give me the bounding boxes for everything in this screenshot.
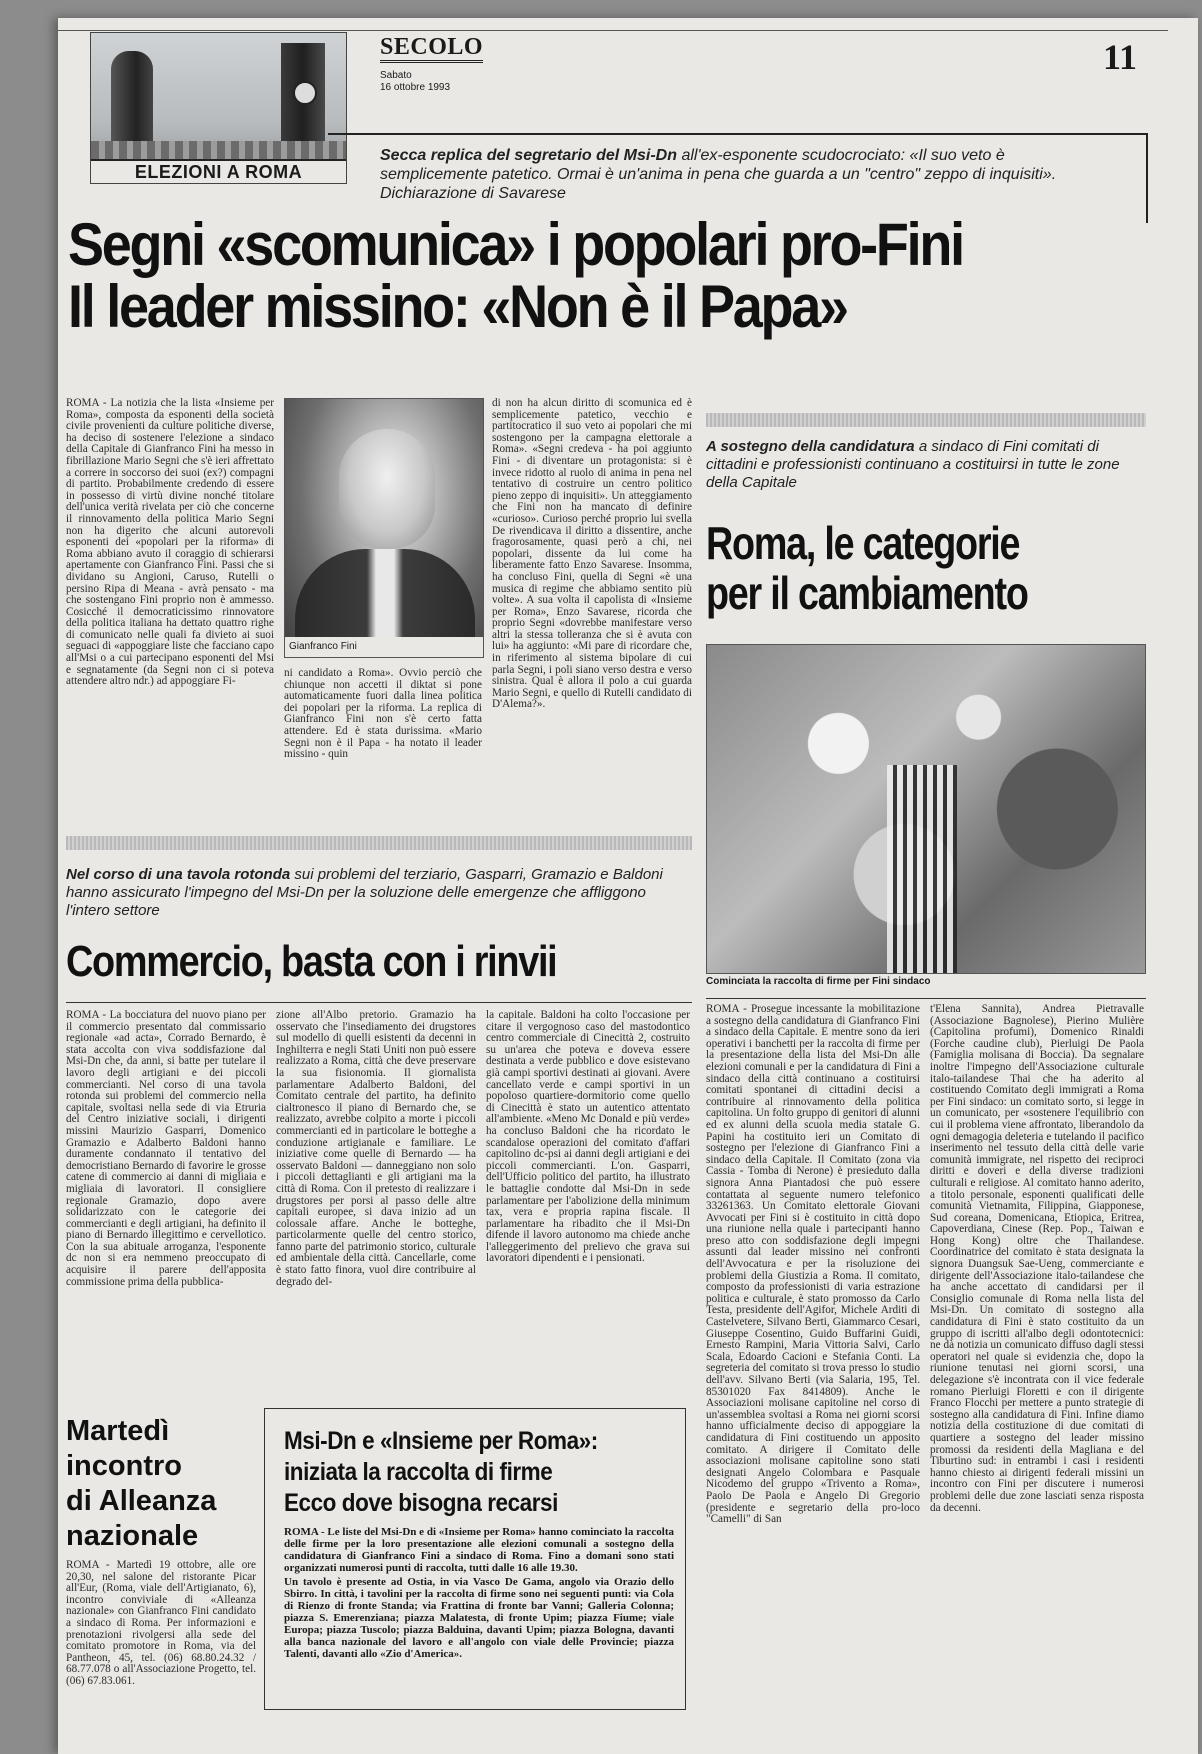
- story2-headline-line1: Roma, le categorie: [706, 517, 1020, 569]
- story3-column-2: zione all'Albo pretorio. Gramazio ha osservato che l'insediamento dei drugstores sul modello di quelli esistenti da decenni in Inghilterra e negli Stati Uniti non può essere realizzato a Roma, città che deve preservare la sua fisionomia. Il giornalista parlamentare Adalberto Baldoni, del Comitato centrale del partito, ha definito cialtronesco il piano di Bernardo che, se realizzato, avrebbe colpito a morte i piccoli commercianti ed in particolare le botteghe a conduzione artigianale e familiare. Le iniziative come quelle di Bernardo — ha osservato Baldoni — danneggiano non solo i piccoli dettaglianti e gli artigiani ma la città di Roma. Con il pretesto di realizzare i drugstores per porsi al passo delle altre capitali europee, si dava inizio ad un colossale affare. Anche le botteghe, particolarmente quelle del centro storico, fanno parte del patrimonio storico, culturale ed ambientale della città. Cancellarle, come è stato fatto finora, vuol dire contribuire al degrado del-: [276, 1010, 476, 1288]
- story2-column-2: t'Elena Sannita), Andrea Pietravalle (Associazione Bagnolese), Pierino Mulière (Capitolina profumi), Domenico Rinaldi (Forche caudine club), Pierluigi De Paola (Famiglia molisana di Boccia). Da segnalare inoltre l'impegno dell'Associazione culturale italo-tailandese Thai che ha aderito al costituendo Comitato degli immigrati a Roma per Fini sindaco: un comitato sorto, si legge in un comunicato, per «sostenere l'equilibrio con cui il problema viene affrontato, liberandolo da ogni demagogia deleteria e tutelando il pacifico inserimento nel tessuto della città delle varie comunità immigrate, nel rispetto dei reciproci diritti e doveri e della diverse tradizioni culturali e religiose. Al comitato hanno aderito, a titolo personale, esponenti qualificati delle comunità Vietnamita, Filippina, Giapponese, Sud coreana, Domenicana, Etiopica, Eritrea, Capoverdiana, Cinese (Rep. Pop., Taiwan e Hong Kong) oltre che Thailandese. Coordinatrice del comitato è stata designata la signora Duangsuk Sae-Ueng, commerciante e dirigente dell'Associazione italo-tailandese che ha anche accettato di candidarsi per il Consiglio comunale di Roma nella lista del Msi-Dn. Un comitato di sostegno alla candidatura di Fini è stato costituito da un gruppo di iscritti all'albo degli odontotecnici: ne dà notizia un comunicato diffuso dagli stessi operatori nel quale si evidenzia che, dopo la riunione tenutasi nei giorni scorsi, una delegazione s'è incontrata con il vice federale romano Pierluigi Floretti e con il dirigente Franco Flocchi per mettere a punto strategie di sostegno alla candidatura di Fini. Infine diamo notizia della costituzione di due comitati di quartiere a sostegno del leader missino promossi da residenti della Magliana e del Tiburtino sud: in entrambi i casi i residenti hanno chiesto ai dirigenti federali missini un incontro con Fini per discutere i numerosi problemi delle due zone lasciati senza risposta da decenni.: [930, 1004, 1144, 1514]
- story4-body: ROMA - Martedì 19 ottobre, alle ore 20,30, nel salone del ristorante Picar all'Eur, (Roma, viale dell'Artigianato, 6), incontro conviviale di «Alleanza nazionale» con Gianfranco Fini candidato a sindaco di Roma. Per informazioni e prenotazioni rivolgersi alla sede del comitato promotore in Roma, via del Pantheon, 45, tel. (06) 68.80.24.32 / 68.77.078 o all'Associazione Progetto, tel. (06) 67.83.061.: [66, 1560, 256, 1687]
- story1-column-2: ni candidato a Roma». Ovvio perciò che chiunque non accetti il diktat si pone automaticamente fuori dalla linea politica dei popolari per la riforma. La replica di Gianfranco Fini non s'è certo fatta attendere. Ed è stata durissima. «Mario Segni non è il Papa - ha notato il leader missino - quin: [284, 668, 482, 761]
- fini-photo: [284, 398, 484, 658]
- story3-bar: [66, 836, 692, 850]
- section-label: ELEZIONI A ROMA: [91, 159, 346, 183]
- story1-kicker-rest: all'ex-esponente scudocrociato: «Il suo veto è semplicemente patetico. Ormai è un'anima in pena che guarda a un "centro" zeppo di inquisiti». Dichiarazione di Savarese: [380, 147, 1057, 202]
- story3-kicker-rest: sui problemi del terziario, Gasparri, Gramazio e Baldoni hanno assicurato l'impegno del Msi-Dn per la soluzione delle emergenze che affliggono l'intero settore: [66, 866, 663, 919]
- fini-photo-caption: Gianfranco Fini: [285, 637, 484, 657]
- kicker-box-top: [328, 133, 1148, 135]
- issue-day: Sabato: [380, 70, 412, 81]
- kicker-box-side: [1146, 133, 1148, 223]
- story2-kicker-rest: a sindaco di Fini comitati di cittadini e professionisti continuano a costituirsi in tutte le zone della Capitale: [706, 438, 1120, 491]
- section-photo: [90, 32, 347, 184]
- story2-kicker: [706, 438, 1146, 492]
- story3-rule: [66, 1002, 692, 1003]
- story3-column-1: ROMA - La bocciatura del nuovo piano per il commercio presentato dal commissario regionale «ad acta», Corrado Bernardo, è stata accolta con viva soddisfazione dal Msi-Dn che, da anni, si batte per tutelare il lavoro degli artigiani e dei piccoli commercianti. Nel corso di una tavola rotonda sui problemi del commercio nella capitale, svoltasi nella sede di via Etruria del Centro iniziative sociali, i dirigenti missini Maurizio Gasparri, Domenico Gramazio e Adalberto Baldoni hanno duramente condannato il tentativo del democristiano Bernardo di favorire le grosse catene di commercio ai danni di migliaia e migliaia di lavoratori. Il consigliere regionale Gramazio, dopo avere solidarizzato con le categorie dei commercianti e degli artigiani, ha definito il piano di Bernardo illegittimo e cervellotico. Con la sua abituale arroganza, l'esponente dc non si era nemmeno preoccupato di acquisire il parere dell'apposita commissione prima della pubblica-: [66, 1010, 266, 1288]
- signature-photo-caption: Cominciata la raccolta di firme per Fini sindaco: [706, 976, 931, 987]
- top-rule: [58, 30, 1168, 31]
- story1-column-3: di non ha alcun diritto di scomunica ed è semplicemente patetico, vecchio e partitocratico il suo veto ai popolari che mi sostengono per la campagna elettorale a Roma». «Segni credeva - ha poi aggiunto Fini - di diventare un protagonista: si è invece ridotto al ruolo di anima in pena nel tentativo di costruire un centro politico pieno zeppo di inquisiti». Un atteggiamento che Fini non ha mancato di definire «curioso». Curioso perché proprio lui svella De rivendicava il diritto a dissentire, anche fragorosamente, quasi però a chi, nei popolari, dissente da lui come ha liberamente fatto Enzo Savarese. Insomma, ha concluso Fini, quella di Segni «è una musica di regime che abbiamo sentito più volte». A sua volta il capolista di «Insieme per Roma», Enzo Savarese, ricorda che proprio Segni «dovrebbe manifestare verso altri la stessa tolleranza che si è avuta con lui» ha aggiunto: «Mi pare di ricordare che, in riferimento al sistema bipolare di cui parla Segni, i poli siano verso destra e verso sinistra. Qual è allora il polo a cui guarda Mario Segni, e quello di Rutelli candidato di D'Alema?».: [492, 398, 692, 711]
- story2-headline-line2: per il cambiamento: [706, 567, 1028, 619]
- story5-headline-line1: Msi-Dn e «Insieme per Roma»:: [284, 1427, 598, 1455]
- story5-headline-line2: iniziata la raccolta di firme: [284, 1458, 553, 1486]
- story3-column-3: la capitale. Baldoni ha colto l'occasione per citare il vergognoso caso del mastodontico centro commerciale di Cinecittà 2, costruito su un'area che poteva e doveva essere destinata a verde pubblico e dove esistevano già campi sportivi destinati ai giovani. Avere cancellato verde e campi sportivi in un popoloso quartiere-dormitorio come quello di Cinecittà è stato un autentico attentato all'ambiente. «Meno Mc Donald e più verde» ha concluso Baldoni che ha ricordato le scandalose operazioni del comitato d'affari capitolino dc-psi ai danni degli artigiani e dei piccoli commercianti. L'on. Gasparri, dell'Ufficio politico del partito, ha illustrato le battaglie condotte dal Msi-Dn in sede parlamentare per l'abolizione della minimum tax, vera e propria rapina fiscale. Il parlamentare ha ribadito che il Msi-Dn difende il lavoro autonomo ma chiede anche l'alleggerimento del prelievo che grava sui lavoratori dipendenti e i pensionati.: [486, 1010, 690, 1265]
- story2-headline: [706, 518, 1067, 618]
- story3-kicker: [66, 866, 686, 920]
- story1-kicker-bold: Secca replica del segretario del Msi-Dn: [380, 147, 678, 164]
- story5-headline-line3: Ecco dove bisogna recarsi: [284, 1489, 558, 1517]
- story1-headline: [68, 211, 1058, 340]
- story4-headline-line4: nazionale: [66, 1520, 199, 1552]
- story2-rule: [706, 998, 1146, 999]
- story4-headline-line1: Martedì: [66, 1415, 170, 1447]
- newspaper-page: [58, 18, 1198, 1754]
- story4-headline-line2: incontro: [66, 1450, 182, 1482]
- issue-date-text: 16 ottobre 1993: [380, 82, 451, 93]
- story3-headline: Commercio, basta con i rinvii: [66, 937, 557, 986]
- story1-headline-line2: Il leader missino: «Non è il Papa»: [68, 273, 847, 340]
- story1-kicker: [380, 146, 1110, 203]
- story4-headline: [66, 1414, 266, 1554]
- story2-bar: [706, 413, 1146, 427]
- story5-body-paragraph-1: ROMA - Le liste del Msi-Dn e di «Insieme per Roma» hanno cominciato la raccolta delle firme per la loro presentazione alle elezioni comunali a sostegno della candidatura di Gianfranco Fini a sindaco di Roma. Fino a domani sono stati organizzati numerosi punti di raccolta, tutti dalle 16 alle 19.30.: [284, 1526, 674, 1574]
- story2-kicker-bold: A sostegno della candidatura: [706, 438, 915, 455]
- issue-date: [380, 70, 450, 94]
- story5-body: [284, 1526, 674, 1660]
- story3-kicker-bold: Nel corso di una tavola rotonda: [66, 866, 291, 883]
- story5-body-paragraph-2: Un tavolo è presente ad Ostia, in via Vasco De Gama, angolo via Orazio dello Sbirro. In città, i tavolini per la raccolta di firme sono nei seguenti punti: via Cola di Rienzo di fronte Standa; via Frattina di fronte bar Vanni; Galleria Colonna; piazza S. Emerenziana; piazza Malatesta, di fronte Upim; piazza Fiume; viale Europa; piazza Tuscolo; piazza Balduina, davanti Upim; piazza Bologna, davanti alla banca nazionale del lavoro e all'angolo con viale delle Provincie; piazza Talenti, davanti allo «Zio d'America».: [284, 1576, 674, 1660]
- newspaper-logo: SECOLO: [380, 34, 483, 63]
- story1-headline-line1: Segni «scomunica» i popolari pro-Fini: [68, 211, 963, 278]
- story1-column-1: ROMA - La notizia che la lista «Insieme per Roma», composta da esponenti della società civile provenienti da culture politiche diverse, ha deciso di sostenere l'elezione a sindaco della Capitale di Gianfranco Fini ha messo in fibrillazione Mario Segni che s'è ieri affrettato a correre in soccorso dei suoi (ex?) compagni di partito. Probabilmente credendo di essere in possesso di virtù divine nonché titolare dell'unica verità rivelata per ciò che concerne il rinnovamento della politica Mario Segni non ha digerito che alcuni autorevoli esponenti dei «popolari per la riforma» di Roma abbiano avuto il coraggio di schierarsi apertamente con Gianfranco Fini. Passi che si dividano su Angioni, Caruso, Rutelli o persino Ripa di Meana - avrà pensato - ma che sostengano Fini proprio non è ammesso. Cosicché il democraticissimo rinnovatore della politica italiana ha dettato quattro righe di comunicato nelle quali fa divieto ai suoi seguaci di «appoggiare liste che facciano capo all'Msi o a cui partecipano esponenti del Msi e segnatamente (da Segni non ci si poteva attendere altro ndr.) ad appoggiare Fi-: [66, 398, 274, 688]
- story2-column-1: ROMA - Prosegue incessante la mobilitazione a sostegno della candidatura di Gianfranco Fini a sindaco della Capitale. E mentre sono da ieri operativi i banchetti per la raccolta di firme per la presentazione della lista del Msi-Dn alle elezioni comunali e per la candidatura di Fini a sindaco della città continuano a costituirsi comitati spontanei di cittadini decisi a contribuire al rinnovamento della politica capitolina. Un folto gruppo di genitori di alunni ed ex alunni della scuola media statale G. Papini ha costituito ieri un Comitato di sostegno per l'elezione di Gianfranco Fini a sindaco della Capitale. Il Comitato (zona via Cassia - Tomba di Nerone) è presieduto dalla signora Anna Piantadosi che può essere contattata al seguente numero telefonico 33261363. Un Comitato elettorale Giovani Avvocati per Fini si è costituito in città dopo una riunione nella quale i partecipanti hanno preso atto con soddisfazione degli impegni assunti dal leader missino nei confronti dell'Avvocatura e per la risoluzione dei problemi della Giustizia a Roma. Il comitato, composto da professionisti di varia estrazione politica e culturale, è stato promosso da Carlo Testa, presidente dell'Agifor, Michele Arditi di Castelvetere, Silvano Berti, Giammarco Cesari, Giuseppe Cosentino, Guido Buffarini Guidi, Ernesto Rampini, Maria Vittoria Salvi, Carlo Scala, Edoardo Cacioni e Stefania Conti. La segreteria del comitato si trova presso lo studio dell'avv. Silvano Berti (via Salaria, 195, Tel. 85301020 Fax 8414809). Anche le Associazioni molisane capitoline nel corso di un'assemblea svoltasi a Roma nei giorni scorsi hanno ufficialmente deciso di appoggiare la candidatura di Fini costituendo un apposito comitato. A dirigere il Comitato delle associazioni molisane capitoline sono stati designati Angelo Colombara e Pasquale Nicodemo del gruppo «Trivento a Roma», Paolo De Paola e Angelo Di Gregorio (presidente e segretario della pro-loco "Camelli" di San: [706, 1004, 920, 1526]
- story5-headline: [284, 1426, 644, 1519]
- page-number: 11: [1103, 37, 1138, 77]
- story4-headline-line3: di Alleanza: [66, 1485, 217, 1517]
- signature-collection-photo: [706, 644, 1146, 974]
